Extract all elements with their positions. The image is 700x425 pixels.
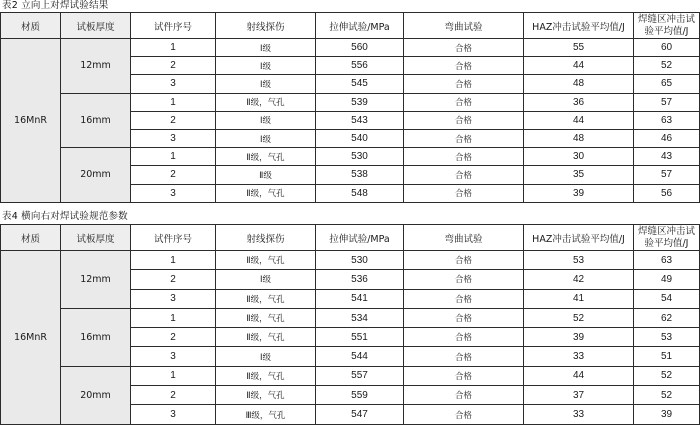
bend-cell: 合格 <box>404 308 524 327</box>
haz-impact-cell: 52 <box>524 308 634 327</box>
specimen-no-cell: 1 <box>131 39 216 57</box>
haz-impact-cell: 37 <box>524 386 634 405</box>
bend-cell: 合格 <box>404 148 524 166</box>
bend-cell: 合格 <box>404 405 524 424</box>
table1-header-specimen-no: 试件序号 <box>131 13 216 39</box>
bend-cell: 合格 <box>404 129 524 147</box>
material-cell: 16MnR <box>1 251 61 425</box>
table1-header-weld-impact: 焊缝区冲击试验平均值/J <box>634 13 700 39</box>
table-row <box>1 308 700 327</box>
bend-cell: 合格 <box>404 270 524 289</box>
bend-cell: 合格 <box>404 57 524 75</box>
table-row <box>1 251 700 270</box>
table2-header-bend: 弯曲试验 <box>404 225 524 251</box>
haz-impact-cell: 44 <box>524 111 634 129</box>
specimen-no-cell: 3 <box>131 289 216 308</box>
table2-header-haz-impact: HAZ冲击试验平均值/J <box>524 225 634 251</box>
haz-impact-cell: 33 <box>524 405 634 424</box>
thickness-cell: 20mm <box>61 366 131 424</box>
weld-impact-cell: 63 <box>634 251 700 270</box>
table2-caption: 表4 横向右对焊试验规范参数 <box>2 211 128 222</box>
radiography-cell: Ⅱ级 <box>216 166 316 184</box>
radiography-cell: Ⅱ级，气孔 <box>216 289 316 308</box>
material-cell: 16MnR <box>1 39 61 203</box>
radiography-cell: Ⅰ级 <box>216 39 316 57</box>
tensile-cell: 547 <box>316 405 404 424</box>
weld-impact-cell: 65 <box>634 75 700 93</box>
tensile-cell: 538 <box>316 166 404 184</box>
haz-impact-cell: 36 <box>524 93 634 111</box>
bend-cell: 合格 <box>404 386 524 405</box>
table-row <box>1 93 700 111</box>
bend-cell: 合格 <box>404 347 524 366</box>
radiography-cell: Ⅱ级，气孔 <box>216 93 316 111</box>
bend-cell: 合格 <box>404 251 524 270</box>
weld-impact-cell: 51 <box>634 347 700 366</box>
tensile-cell: 560 <box>316 39 404 57</box>
radiography-cell: Ⅱ级，气孔 <box>216 184 316 202</box>
tensile-cell: 530 <box>316 148 404 166</box>
weld-impact-cell: 46 <box>634 129 700 147</box>
table2-header-specimen-no: 试件序号 <box>131 225 216 251</box>
table-row <box>1 39 700 57</box>
thickness-cell: 16mm <box>61 93 131 148</box>
table1-header-tensile: 拉伸试验/MPa <box>316 13 404 39</box>
weld-impact-cell: 60 <box>634 39 700 57</box>
tensile-cell: 551 <box>316 328 404 347</box>
thickness-cell: 12mm <box>61 251 131 309</box>
radiography-cell: Ⅱ级，气孔 <box>216 386 316 405</box>
weld-impact-cell: 57 <box>634 166 700 184</box>
bend-cell: 合格 <box>404 111 524 129</box>
haz-impact-cell: 42 <box>524 270 634 289</box>
tensile-cell: 530 <box>316 251 404 270</box>
haz-impact-cell: 41 <box>524 289 634 308</box>
bend-cell: 合格 <box>404 366 524 385</box>
radiography-cell: Ⅱ级，气孔 <box>216 328 316 347</box>
weld-impact-cell: 62 <box>634 308 700 327</box>
haz-impact-cell: 39 <box>524 328 634 347</box>
specimen-no-cell: 3 <box>131 129 216 147</box>
bend-cell: 合格 <box>404 328 524 347</box>
tensile-cell: 557 <box>316 366 404 385</box>
radiography-cell: Ⅰ级 <box>216 75 316 93</box>
tensile-cell: 541 <box>316 289 404 308</box>
radiography-cell: Ⅱ级，气孔 <box>216 366 316 385</box>
radiography-cell: Ⅰ级 <box>216 57 316 75</box>
table2-header-thickness: 试板厚度 <box>61 225 131 251</box>
tensile-cell: 545 <box>316 75 404 93</box>
haz-impact-cell: 53 <box>524 251 634 270</box>
table1-header-bend: 弯曲试验 <box>404 13 524 39</box>
haz-impact-cell: 48 <box>524 75 634 93</box>
table-row <box>1 366 700 385</box>
radiography-cell: Ⅰ级 <box>216 111 316 129</box>
haz-impact-cell: 33 <box>524 347 634 366</box>
table1-header-radiography: 射线探伤 <box>216 13 316 39</box>
tensile-cell: 540 <box>316 129 404 147</box>
radiography-cell: Ⅰ级 <box>216 347 316 366</box>
tensile-cell: 536 <box>316 270 404 289</box>
table1-caption: 表2 立向上对焊试验结果 <box>2 0 109 11</box>
table2-header-weld-impact: 焊缝区冲击试验平均值/J <box>634 225 700 251</box>
specimen-no-cell: 1 <box>131 308 216 327</box>
specimen-no-cell: 2 <box>131 328 216 347</box>
bend-cell: 合格 <box>404 39 524 57</box>
tensile-cell: 556 <box>316 57 404 75</box>
radiography-cell: Ⅱ级，气孔 <box>216 251 316 270</box>
thickness-cell: 20mm <box>61 148 131 203</box>
tensile-cell: 539 <box>316 93 404 111</box>
table1-header-row <box>1 13 700 39</box>
table2-header-tensile: 拉伸试验/MPa <box>316 225 404 251</box>
table1-body <box>1 39 700 203</box>
specimen-no-cell: 2 <box>131 111 216 129</box>
weld-impact-cell: 52 <box>634 57 700 75</box>
specimen-no-cell: 3 <box>131 184 216 202</box>
haz-impact-cell: 48 <box>524 129 634 147</box>
tensile-cell: 543 <box>316 111 404 129</box>
specimen-no-cell: 2 <box>131 270 216 289</box>
weld-impact-cell: 56 <box>634 184 700 202</box>
tensile-cell: 548 <box>316 184 404 202</box>
specimen-no-cell: 2 <box>131 386 216 405</box>
tensile-cell: 544 <box>316 347 404 366</box>
weld-impact-cell: 52 <box>634 386 700 405</box>
weld-impact-cell: 63 <box>634 111 700 129</box>
bend-cell: 合格 <box>404 75 524 93</box>
radiography-cell: Ⅲ级，气孔 <box>216 405 316 424</box>
tensile-cell: 559 <box>316 386 404 405</box>
bend-cell: 合格 <box>404 289 524 308</box>
bend-cell: 合格 <box>404 166 524 184</box>
weld-impact-cell: 49 <box>634 270 700 289</box>
table2 <box>0 224 700 425</box>
specimen-no-cell: 1 <box>131 148 216 166</box>
radiography-cell: Ⅱ级，气孔 <box>216 308 316 327</box>
bend-cell: 合格 <box>404 93 524 111</box>
table2-body <box>1 251 700 425</box>
table1-header-material: 材质 <box>1 13 61 39</box>
specimen-no-cell: 3 <box>131 347 216 366</box>
weld-impact-cell: 53 <box>634 328 700 347</box>
weld-impact-cell: 52 <box>634 366 700 385</box>
bend-cell: 合格 <box>404 184 524 202</box>
weld-impact-cell: 39 <box>634 405 700 424</box>
specimen-no-cell: 1 <box>131 93 216 111</box>
table1-header-thickness: 试板厚度 <box>61 13 131 39</box>
table2-header-radiography: 射线探伤 <box>216 225 316 251</box>
table2-header-material: 材质 <box>1 225 61 251</box>
thickness-cell: 16mm <box>61 308 131 366</box>
thickness-cell: 12mm <box>61 39 131 94</box>
table1-header-haz-impact: HAZ冲击试验平均值/J <box>524 13 634 39</box>
table-row <box>1 148 700 166</box>
table2-header-row <box>1 225 700 251</box>
specimen-no-cell: 1 <box>131 366 216 385</box>
haz-impact-cell: 39 <box>524 184 634 202</box>
specimen-no-cell: 2 <box>131 57 216 75</box>
specimen-no-cell: 3 <box>131 405 216 424</box>
haz-impact-cell: 44 <box>524 57 634 75</box>
table1 <box>0 12 700 203</box>
radiography-cell: Ⅰ级 <box>216 270 316 289</box>
tensile-cell: 534 <box>316 308 404 327</box>
specimen-no-cell: 3 <box>131 75 216 93</box>
haz-impact-cell: 30 <box>524 148 634 166</box>
specimen-no-cell: 1 <box>131 251 216 270</box>
haz-impact-cell: 55 <box>524 39 634 57</box>
radiography-cell: Ⅰ级 <box>216 129 316 147</box>
haz-impact-cell: 44 <box>524 366 634 385</box>
weld-impact-cell: 54 <box>634 289 700 308</box>
weld-impact-cell: 57 <box>634 93 700 111</box>
weld-impact-cell: 43 <box>634 148 700 166</box>
radiography-cell: Ⅱ级，气孔 <box>216 148 316 166</box>
haz-impact-cell: 35 <box>524 166 634 184</box>
specimen-no-cell: 2 <box>131 166 216 184</box>
